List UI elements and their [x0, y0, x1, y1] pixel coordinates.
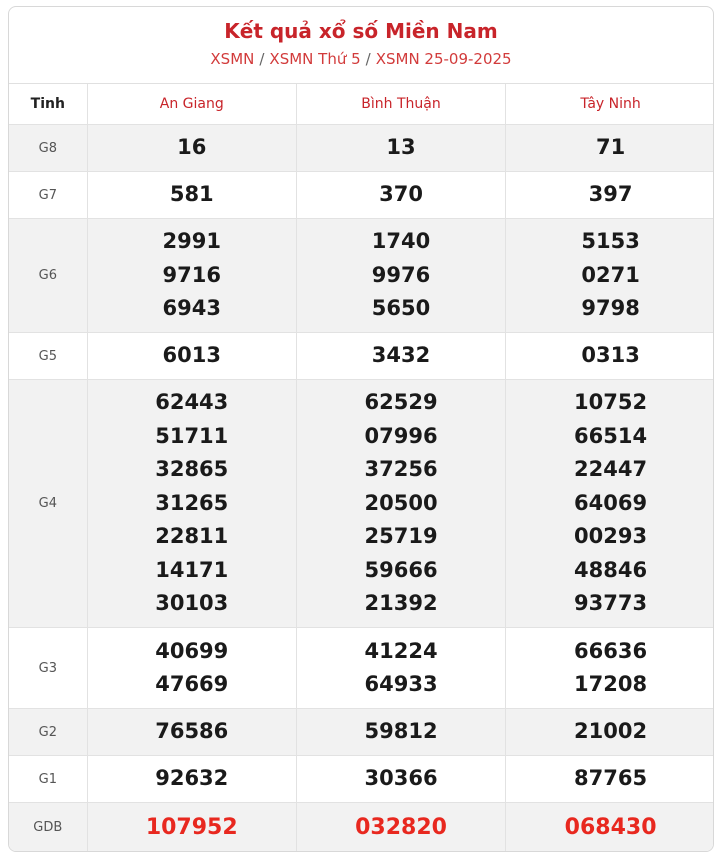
prize-number: 30366	[364, 766, 438, 791]
breadcrumb-xsmn-thu5[interactable]: XSMN Thứ 5	[269, 50, 361, 68]
prize-number: 22447	[574, 457, 648, 482]
prize-label: G7	[9, 172, 87, 219]
prize-cell	[87, 172, 296, 219]
prize-number: 25719	[364, 524, 438, 549]
prize-number: 64933	[364, 672, 438, 696]
prize-number: 581	[169, 182, 214, 207]
breadcrumb-xsmn[interactable]: XSMN	[210, 50, 255, 68]
prize-number: 51711	[155, 423, 229, 448]
prize-cell	[506, 756, 714, 803]
prize-number: 07996	[364, 423, 438, 448]
table-row	[9, 709, 714, 756]
prize-cell	[87, 380, 296, 628]
prize-cell	[87, 219, 296, 333]
prize-number: 068430	[564, 815, 657, 840]
prize-number: 9976	[371, 262, 431, 287]
prize-number: 21392	[364, 591, 438, 616]
prize-number: 64069	[574, 490, 648, 515]
prize-number: 5650	[371, 296, 431, 321]
column-header-tinh: Tinh	[9, 84, 87, 125]
prize-number: 31265	[155, 490, 229, 515]
prize-number: 66636	[574, 638, 648, 663]
prize-number: 76586	[155, 719, 229, 744]
table-row	[9, 756, 714, 803]
prize-cell	[296, 628, 505, 709]
breadcrumb: XSMN / XSMN Thứ 5 / XSMN 25-09-2025	[210, 50, 512, 68]
prize-number: 59666	[364, 557, 438, 582]
prize-label: G6	[9, 219, 87, 333]
prize-cell	[506, 219, 714, 333]
prize-number: 62443	[155, 390, 229, 415]
breadcrumb-xsmn-date[interactable]: XSMN 25-09-2025	[375, 50, 512, 68]
prize-number: 0313	[581, 343, 640, 368]
results-table	[9, 84, 714, 852]
table-row	[9, 803, 714, 853]
prize-number: 66514	[574, 423, 648, 448]
prize-cell	[296, 803, 505, 853]
prize-number: 32865	[155, 457, 229, 482]
prize-cell	[87, 125, 296, 172]
prize-number: 397	[588, 182, 633, 207]
table-row	[9, 333, 714, 380]
prize-number: 1740	[371, 229, 431, 254]
prize-cell	[87, 333, 296, 380]
prize-number: 59812	[364, 719, 438, 744]
prize-number: 93773	[574, 591, 648, 616]
column-header-province[interactable]: An Giang	[87, 84, 296, 125]
prize-label: GDB	[9, 803, 87, 853]
column-header-province[interactable]: Tây Ninh	[506, 84, 714, 125]
prize-number: 2991	[162, 229, 221, 254]
prize-cell	[87, 756, 296, 803]
prize-number: 17208	[574, 672, 648, 696]
prize-label: G1	[9, 756, 87, 803]
prize-cell	[87, 628, 296, 709]
prize-number: 62529	[364, 390, 438, 415]
prize-number: 30103	[155, 591, 229, 616]
prize-number: 16	[177, 135, 207, 160]
prize-number: 71	[595, 135, 626, 160]
prize-number: 00293	[574, 524, 648, 549]
prize-number: 10752	[574, 390, 648, 415]
prize-number: 6943	[162, 296, 221, 321]
prize-number: 5153	[581, 229, 640, 254]
prize-number: 20500	[364, 490, 438, 515]
prize-cell	[296, 709, 505, 756]
prize-cell	[296, 333, 505, 380]
page-title: Kết quả xổ số Miền Nam	[224, 19, 498, 43]
prize-number: 92632	[155, 766, 229, 791]
column-header-province[interactable]: Bình Thuận	[296, 84, 505, 125]
prize-number: 41224	[364, 638, 438, 663]
prize-cell	[87, 803, 296, 853]
results-header	[9, 7, 713, 84]
prize-cell	[296, 756, 505, 803]
prize-number: 032820	[355, 815, 447, 840]
prize-cell	[296, 172, 505, 219]
prize-cell	[506, 628, 714, 709]
prize-label: G5	[9, 333, 87, 380]
prize-number: 13	[386, 135, 416, 160]
prize-number: 107952	[145, 815, 238, 840]
prize-number: 6013	[162, 343, 221, 368]
table-header-row	[9, 84, 714, 125]
prize-number: 22811	[155, 524, 229, 549]
results-card	[8, 6, 714, 852]
prize-cell	[506, 172, 714, 219]
prize-number: 47669	[155, 672, 229, 696]
prize-cell	[296, 380, 505, 628]
prize-cell	[87, 709, 296, 756]
prize-number: 14171	[155, 557, 229, 582]
prize-cell	[296, 125, 505, 172]
table-row	[9, 125, 714, 172]
prize-number: 87765	[574, 766, 648, 791]
table-row	[9, 628, 714, 709]
prize-number: 370	[379, 182, 423, 207]
prize-cell	[506, 709, 714, 756]
prize-label: G2	[9, 709, 87, 756]
prize-number: 21002	[574, 719, 648, 744]
prize-cell	[506, 125, 714, 172]
prize-label: G4	[9, 380, 87, 628]
prize-number: 9798	[581, 296, 640, 321]
table-row	[9, 172, 714, 219]
prize-number: 37256	[364, 457, 438, 482]
prize-label: G3	[9, 628, 87, 709]
prize-number: 40699	[155, 638, 229, 663]
prize-cell	[296, 219, 505, 333]
prize-label: G8	[9, 125, 87, 172]
prize-cell	[506, 803, 714, 853]
table-row	[9, 219, 714, 333]
prize-number: 0271	[581, 262, 640, 287]
table-row	[9, 380, 714, 628]
prize-cell	[506, 380, 714, 628]
prize-number: 9716	[162, 262, 221, 287]
prize-number: 48846	[574, 557, 648, 582]
prize-number: 3432	[371, 343, 431, 368]
prize-cell	[506, 333, 714, 380]
